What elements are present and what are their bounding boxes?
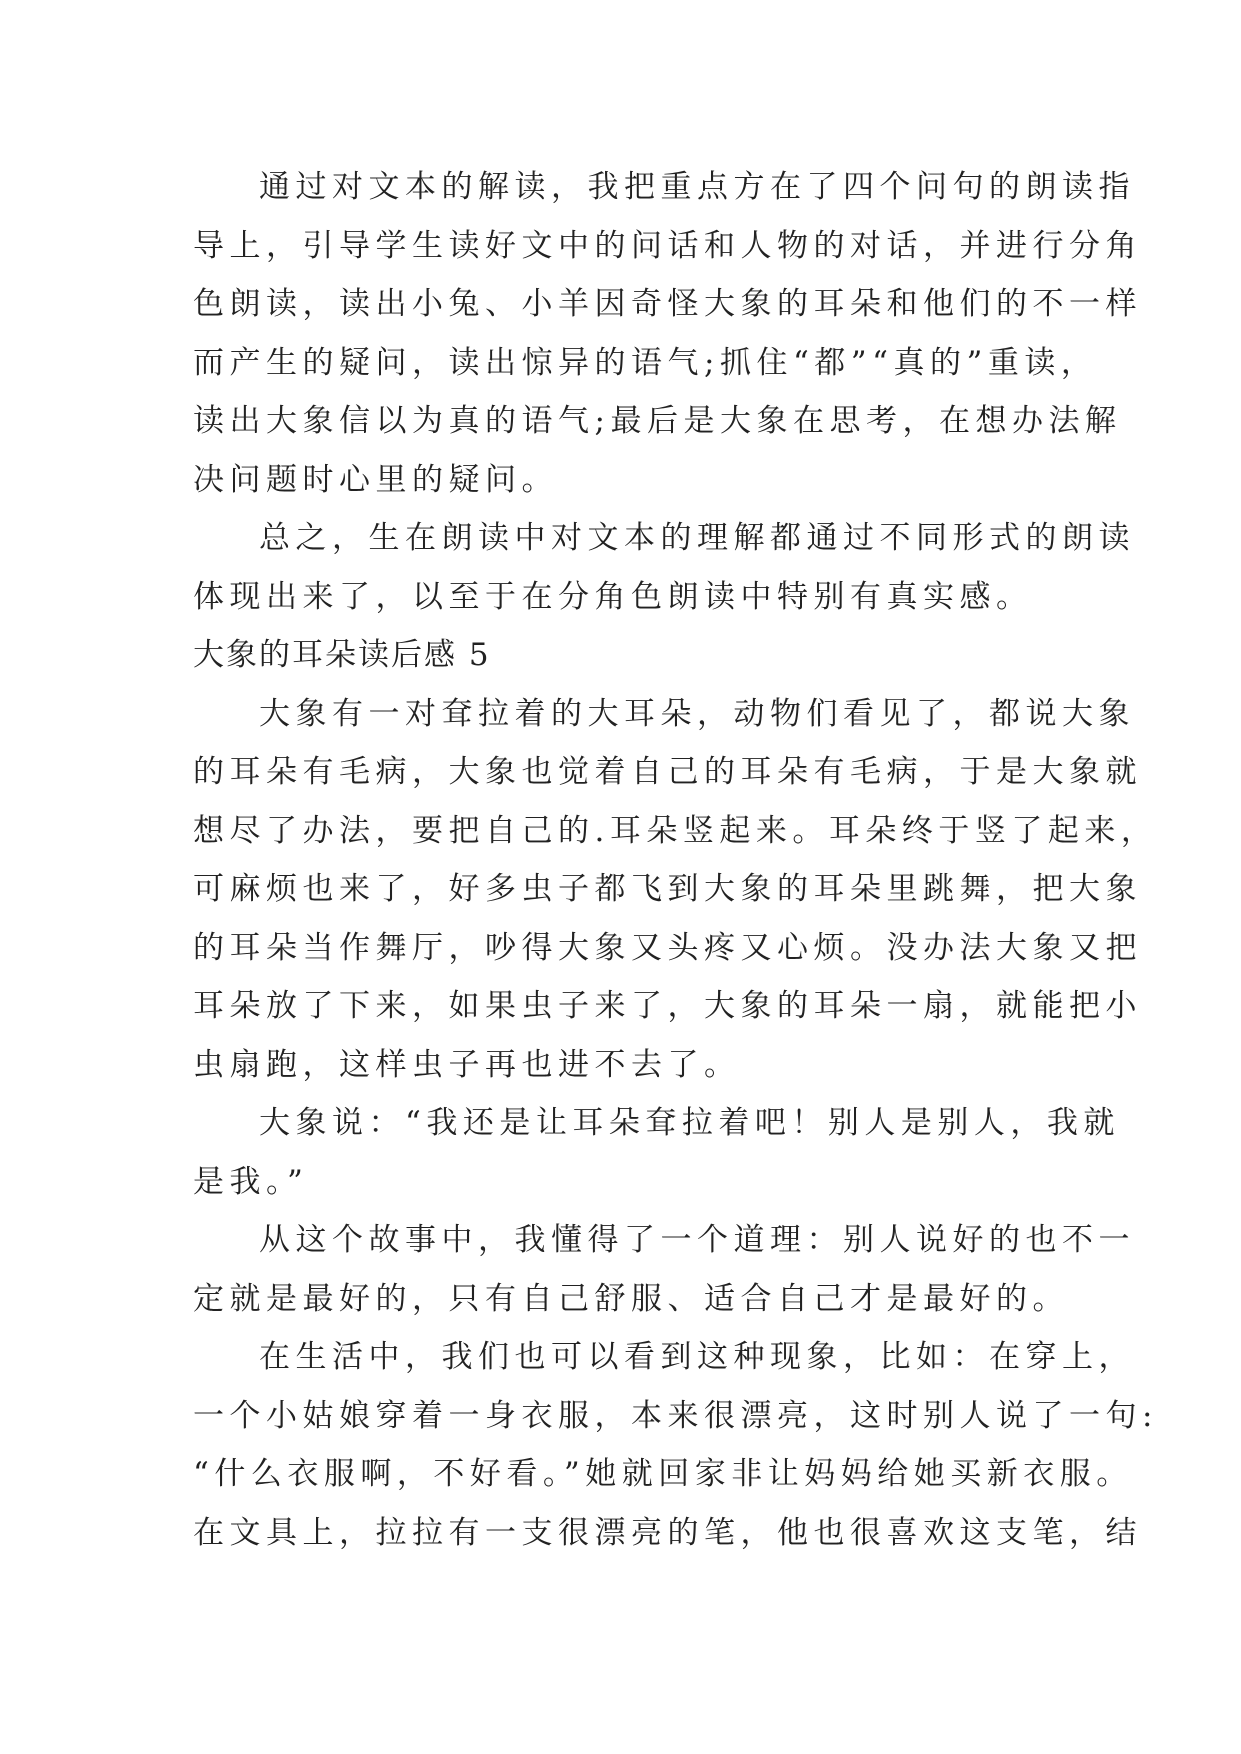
paragraph-line: 导上，引导学生读好文中的问话和人物的对话，并进行分角	[193, 227, 1142, 264]
paragraph-line: 从这个故事中，我懂得了一个道理：别人说好的也不一	[259, 1222, 1135, 1258]
paragraph-line: 一个小姑娘穿着一身衣服，本来很漂亮，这时别人说了一句:	[193, 1397, 1158, 1434]
paragraph-line: 的耳朵有毛病，大象也觉着自己的耳朵有毛病，于是大象就	[193, 754, 1142, 790]
paragraph-line: 总之，生在朗读中对文本的理解都通过不同形式的朗读	[259, 520, 1135, 556]
heading-line: 大象的耳朵读后感 5	[193, 637, 491, 673]
paragraph-line: 决问题时心里的疑问。	[193, 461, 558, 498]
paragraph	[193, 1094, 1120, 1211]
paragraph-line: 通过对文本的解读，我把重点方在了四个问句的朗读指	[259, 169, 1135, 205]
paragraph	[193, 158, 1142, 509]
paragraph-line: 在文具上，拉拉有一支很漂亮的笔，他也很喜欢这支笔，结	[193, 1514, 1142, 1551]
paragraph-line: 在生活中，我们也可以看到这种现象，比如：在穿上，	[259, 1339, 1135, 1375]
paragraph-line: 色朗读，读出小兔、小羊因奇怪大象的耳朵和他们的不一样	[193, 286, 1142, 322]
paragraph-line: 读出大象信以为真的语气;最后是大象在思考，在想办法解	[193, 403, 1122, 439]
paragraph	[193, 509, 1135, 626]
paragraph-line: 可麻烦也来了，好多虫子都飞到大象的耳朵里跳舞，把大象	[193, 871, 1142, 907]
paragraph-line: 定就是最好的，只有自己舒服、适合自己才是最好的。	[193, 1280, 1069, 1317]
paragraph-line: 耳朵放了下来，如果虫子来了，大象的耳朵一扇，就能把小	[193, 988, 1142, 1024]
section-heading	[193, 626, 1055, 685]
paragraph-line: 虫扇跑，这样虫子再也进不去了。	[193, 1046, 741, 1083]
paragraph-line: 的耳朵当作舞厅，吵得大象又头疼又心烦。没办法大象又把	[193, 929, 1142, 966]
paragraph-line: “什么衣服啊，不好看。”她就回家非让妈妈给她买新衣服。	[193, 1456, 1133, 1492]
paragraph-line: 想尽了办法，要把自己的.耳朵竖起来。耳朵终于竖了起来，	[193, 812, 1158, 849]
paragraph	[193, 685, 1158, 1095]
paragraph-line: 大象有一对耷拉着的大耳朵，动物们看见了，都说大象	[259, 695, 1135, 732]
paragraph-line: 大象说：“我还是让耳朵耷拉着吧！别人是别人，我就	[259, 1105, 1120, 1141]
paragraph-line: 体现出来了，以至于在分角色朗读中特别有真实感。	[193, 578, 1033, 615]
paragraph	[193, 1328, 1158, 1562]
document-body	[193, 158, 1158, 1562]
paragraph-line: 是我。”	[193, 1163, 309, 1200]
paragraph-line: 而产生的疑问，读出惊异的语气;抓住“都”“真的”重读，	[193, 344, 1098, 381]
paragraph	[193, 1211, 1135, 1328]
